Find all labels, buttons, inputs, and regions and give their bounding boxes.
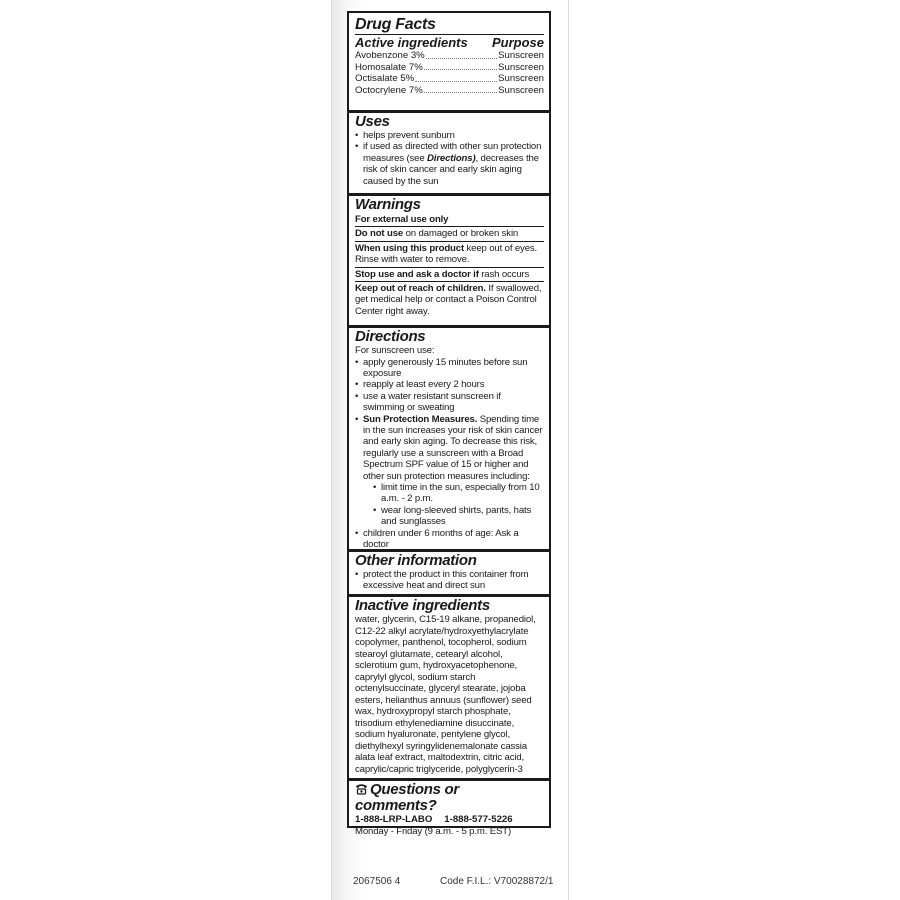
keep-out-line: Keep out of reach of children. If swallowed, get medical help or contact a Poison Control Center right away. bbox=[355, 283, 542, 317]
external-use-line: For external use only bbox=[355, 213, 544, 227]
warnings-heading: Warnings bbox=[355, 196, 421, 213]
list-item: • wear long-sleeved shirts, pants, hats and sunglasses bbox=[373, 505, 544, 528]
active-ingredients-section bbox=[349, 13, 549, 113]
directions-intro: For sunscreen use: bbox=[355, 345, 435, 356]
list-item: • reapply at least every 2 hours bbox=[355, 379, 544, 390]
list-item: • helps prevent sunburn bbox=[355, 130, 544, 141]
directions-list bbox=[355, 357, 544, 551]
questions-heading: Questions or comments? bbox=[355, 781, 459, 814]
directions-heading: Directions bbox=[355, 328, 426, 345]
do-not-use-line: Do not use on damaged or broken skin bbox=[355, 227, 544, 241]
directions-section bbox=[349, 328, 549, 552]
warnings-section bbox=[349, 196, 549, 328]
code-fil: Code F.I.L.: V70028872/1 bbox=[440, 876, 554, 887]
uses-list bbox=[355, 130, 544, 187]
active-ingredients-header bbox=[355, 34, 544, 50]
phone-number-2: 1-888-577-5226 bbox=[444, 814, 513, 825]
uses-heading: Uses bbox=[355, 113, 390, 130]
active-ingredients-heading: Active ingredients bbox=[355, 35, 468, 50]
telephone-icon bbox=[355, 783, 368, 795]
list-item: • protect the product in this container from excessive heat and direct sun bbox=[355, 569, 544, 592]
list-item: • Sun Protection Measures. Spending time in the sun increases your risk of skin cancer and early skin aging. To decrease this risk, regularly use a sunscreen with a Broad Spectrum SPF value of 15 or higher and other sun protection measures including: • limit time in the sun, especially from 10 a.m. - 2 p.m. • wear long-sleeved shirts, pants, hats and sunglasses bbox=[355, 414, 544, 528]
hours-text: Monday - Friday (9 a.m. - 5 p.m. EST) bbox=[355, 826, 511, 837]
inactive-ingredients-section bbox=[349, 597, 549, 781]
stop-use-line: Stop use and ask a doctor if rash occurs bbox=[355, 268, 544, 282]
drug-facts-title: Drug Facts bbox=[355, 16, 436, 33]
list-item: • limit time in the sun, especially from 10 a.m. - 2 p.m. bbox=[373, 482, 544, 505]
when-using-line: When using this product keep out of eyes. Rinse with water to remove. bbox=[355, 242, 544, 268]
drug-facts-panel bbox=[347, 11, 551, 837]
inactive-ingredients-text: water, glycerin, C15-19 alkane, propanediol, C12-22 alkyl acrylate/hydroxyethylacrylate copolymer, panthenol, tocopherol, sodium stearoyl glutamate, cetearyl alcohol, sclerotium gum, hydroxyacetophenone, caprylyl glycol, sodium starch octenylsuccinate, glyceryl stearate, jojoba esters, helianthus annuus (sunflower) seed wax, hydroxypropyl starch phosphate, trisodium ethylenediamine disuccinate, sodium hyaluronate, pentylene glycol, diethylhexyl syringylidenemalonate cassia alata leaf extract, maltodextrin, citric acid, caprylic/capric triglyceride, polyglycerin-3 bbox=[355, 614, 536, 775]
list-item: • children under 6 months of age: Ask a doctor bbox=[355, 528, 544, 551]
ingredient-row: Homosalate 7% Sunscreen bbox=[355, 61, 544, 73]
phone-numbers bbox=[355, 814, 544, 826]
ingredient-row: Avobenzone 3% Sunscreen bbox=[355, 50, 544, 61]
questions-section bbox=[349, 781, 549, 840]
sun-protection-sublist bbox=[363, 482, 544, 528]
uses-section bbox=[349, 113, 549, 196]
other-information-heading: Other information bbox=[355, 552, 477, 569]
other-information-section bbox=[349, 552, 549, 597]
ingredient-row: Octisalate 5% Sunscreen bbox=[355, 73, 544, 85]
inactive-ingredients-heading: Inactive ingredients bbox=[355, 597, 490, 614]
list-item: • if used as directed with other sun protection measures (see Directions), decreases the risk of skin cancer and early skin aging caused by the sun bbox=[355, 141, 544, 187]
ingredient-row: Octocrylene 7% Sunscreen bbox=[355, 84, 544, 96]
list-item: • use a water resistant sunscreen if swimming or sweating bbox=[355, 391, 544, 414]
list-item: • apply generously 15 minutes before sun exposure bbox=[355, 357, 544, 380]
phone-number-1: 1-888-LRP-LABO bbox=[355, 814, 433, 825]
lot-number: 2067506 4 bbox=[353, 876, 401, 887]
purpose-heading: Purpose bbox=[491, 35, 544, 50]
